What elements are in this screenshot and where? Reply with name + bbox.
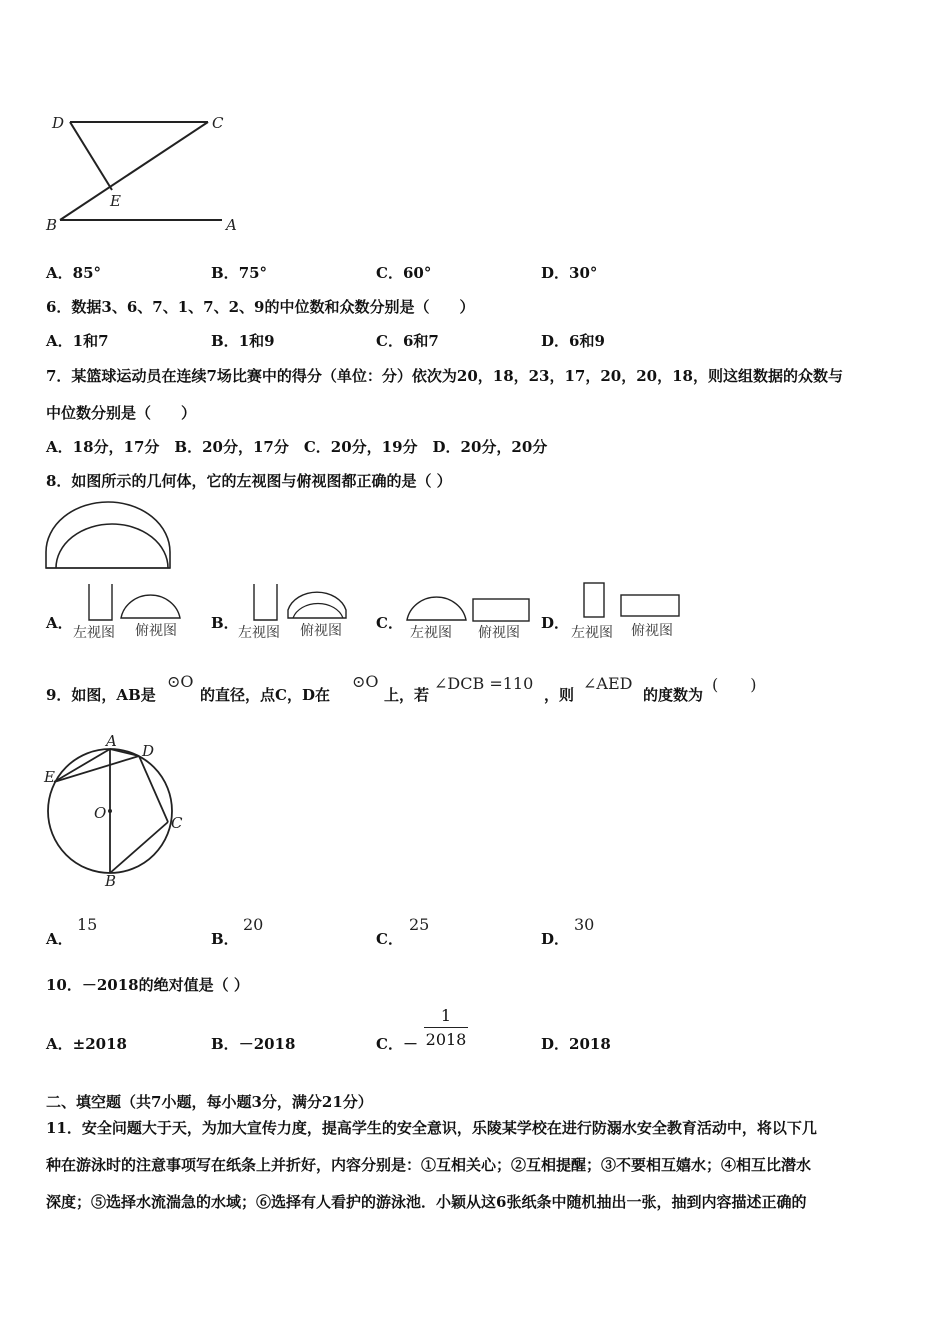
q10-option-a[interactable] — [46, 1033, 127, 1054]
label-E: E — [44, 768, 55, 786]
option-text: 75° — [238, 264, 268, 282]
option-letter: A． — [46, 264, 73, 282]
q9-option-d-value: 30 — [574, 915, 595, 934]
q10-option-b[interactable] — [211, 1033, 295, 1054]
label-C: C — [212, 114, 224, 132]
q8-a-left-view — [88, 584, 114, 624]
q5-option-d[interactable] — [541, 262, 597, 283]
option-text: － — [402, 1035, 418, 1053]
q9-stem-part4: ，则 — [544, 686, 575, 704]
option-letter: C． — [376, 264, 403, 282]
label-A: A — [106, 732, 117, 750]
label-D: D — [52, 114, 65, 132]
q10-option-c[interactable] — [376, 1033, 418, 1054]
q6-option-b[interactable] — [211, 330, 275, 351]
fraction-bar — [424, 1027, 468, 1028]
q9-angle-dcb: ∠DCB =110 — [434, 674, 534, 693]
q9-stem-part5: 的度数为 — [643, 686, 704, 704]
q8-c-left-view — [406, 590, 468, 624]
q8-b-left-view — [253, 584, 279, 624]
q8-a-top-view — [120, 588, 182, 622]
q5-option-c[interactable] — [376, 262, 431, 283]
label-D: D — [142, 742, 155, 760]
fraction-numerator: 1 — [440, 1006, 452, 1025]
label-O: O — [94, 804, 107, 822]
option-letter: D． — [541, 1035, 570, 1053]
label-A: A — [226, 216, 237, 234]
q8-c-left-caption: 左视图 — [410, 625, 452, 641]
q8-d-top-caption: 俯视图 — [631, 623, 673, 639]
q8-stem: 8．如图所示的几何体，它的左视图与俯视图都正确的是（ ） — [46, 472, 452, 490]
option-letter: A． — [46, 332, 73, 350]
option-text: 6和9 — [569, 332, 605, 350]
q11-line2: 种在游泳时的注意事项写在纸条上并折好，内容分别是：①互相关心；②互相提醒；③不要相互嬉水；④相互比潜水 — [46, 1156, 812, 1174]
q6-option-c[interactable] — [376, 330, 439, 351]
option-letter: D． — [541, 332, 570, 350]
option-text: 85° — [72, 264, 102, 282]
q6-option-d[interactable] — [541, 330, 605, 351]
option-text: ±2018 — [72, 1035, 127, 1053]
label-C: C — [171, 814, 183, 832]
q9-option-c-value: 25 — [409, 915, 430, 934]
option-letter: D． — [541, 264, 570, 282]
q8-b-top-view — [285, 588, 349, 622]
q8-c-top-caption: 俯视图 — [478, 625, 520, 641]
q8-b-top-caption: 俯视图 — [300, 623, 342, 639]
q8-option-d-letter[interactable]: D． — [541, 614, 570, 632]
q8-d-left-view — [583, 582, 607, 620]
option-text: 6和7 — [402, 332, 439, 350]
q9-stem-part3: 上，若 — [384, 686, 430, 704]
option-letter: B． — [211, 332, 239, 350]
q8-option-a-letter[interactable]: A． — [46, 614, 73, 632]
q9-stem-part1: 9．如图，AB是 — [46, 686, 156, 704]
q9-option-b-value: 20 — [243, 915, 264, 934]
option-letter: B． — [211, 264, 239, 282]
q11-line3: 深度；⑤选择水流湍急的水域；⑥选择有人看护的游泳池．小颖从这6张纸条中随机抽出一张，抽到内容描述正确的 — [46, 1193, 807, 1211]
q10-option-d[interactable] — [541, 1033, 611, 1054]
q5-option-b[interactable] — [211, 262, 267, 283]
q5-option-a[interactable] — [46, 262, 101, 283]
q8-d-top-view — [620, 594, 682, 620]
option-letter: A． — [46, 1035, 73, 1053]
q8-a-top-caption: 俯视图 — [135, 623, 177, 639]
option-text: 30° — [569, 264, 598, 282]
q8-solid-figure — [44, 500, 174, 575]
q7-options[interactable]: A．18分，17分 B．20分，17分 C．20分，19分 D．20分，20分 — [46, 438, 548, 456]
fraction-denominator: 2018 — [425, 1030, 467, 1049]
option-text: －2018 — [238, 1035, 296, 1053]
q11-line1: 11．安全问题大于天，为加大宣传力度，提高学生的安全意识，乐陵某学校在进行防溺水安全教育活动中，将以下几 — [46, 1119, 817, 1137]
q9-circle-figure — [40, 734, 200, 894]
option-text: 1和9 — [238, 332, 275, 350]
q8-b-left-caption: 左视图 — [238, 625, 280, 641]
q8-a-left-caption: 左视图 — [73, 625, 115, 641]
option-letter: C． — [376, 1035, 403, 1053]
q8-option-c-letter[interactable]: C． — [376, 614, 403, 632]
q9-option-c-letter[interactable]: C． — [376, 930, 403, 948]
q8-c-top-view — [472, 598, 532, 624]
label-E: E — [110, 192, 121, 210]
q10-stem: 10．－2018的绝对值是（ ） — [46, 976, 249, 994]
q5-geometry-figure — [40, 108, 250, 238]
label-B: B — [105, 872, 117, 890]
q7-stem-line1: 7．某篮球运动员在连续7场比赛中的得分（单位：分）依次为20，18，23，17，20，20，18，则这组数据的众数与 — [46, 367, 843, 385]
q8-option-b-letter[interactable]: B． — [211, 614, 239, 632]
q7-stem-line2: 中位数分别是（ ） — [46, 404, 197, 422]
q9-option-a-letter[interactable]: A． — [46, 930, 73, 948]
q6-stem: 6．数据3、6、7、1、7、2、9的中位数和众数分别是（ ） — [46, 298, 475, 316]
option-letter: B． — [211, 1035, 239, 1053]
q8-d-left-caption: 左视图 — [571, 625, 613, 641]
q9-option-d-letter[interactable]: D． — [541, 930, 570, 948]
q9-circle-o-1: ⊙O — [167, 672, 194, 691]
q9-option-a-value: 15 — [77, 915, 98, 934]
option-text: 2018 — [569, 1035, 611, 1053]
q6-option-a[interactable] — [46, 330, 109, 351]
option-letter: C． — [376, 332, 403, 350]
q9-option-b-letter[interactable]: B． — [211, 930, 239, 948]
section-heading: 二、填空题（共7小题，每小题3分，满分21分） — [46, 1093, 373, 1111]
q9-stem-part2: 的直径，点C，D在 — [200, 686, 330, 704]
option-text: 1和7 — [72, 332, 109, 350]
q9-answer-paren: ( ) — [712, 675, 757, 694]
q9-angle-aed: ∠AED — [583, 674, 633, 693]
label-B: B — [46, 216, 58, 234]
option-text: 60° — [402, 264, 432, 282]
q10-option-c-fraction — [424, 1006, 468, 1049]
q9-circle-o-2: ⊙O — [352, 672, 379, 691]
